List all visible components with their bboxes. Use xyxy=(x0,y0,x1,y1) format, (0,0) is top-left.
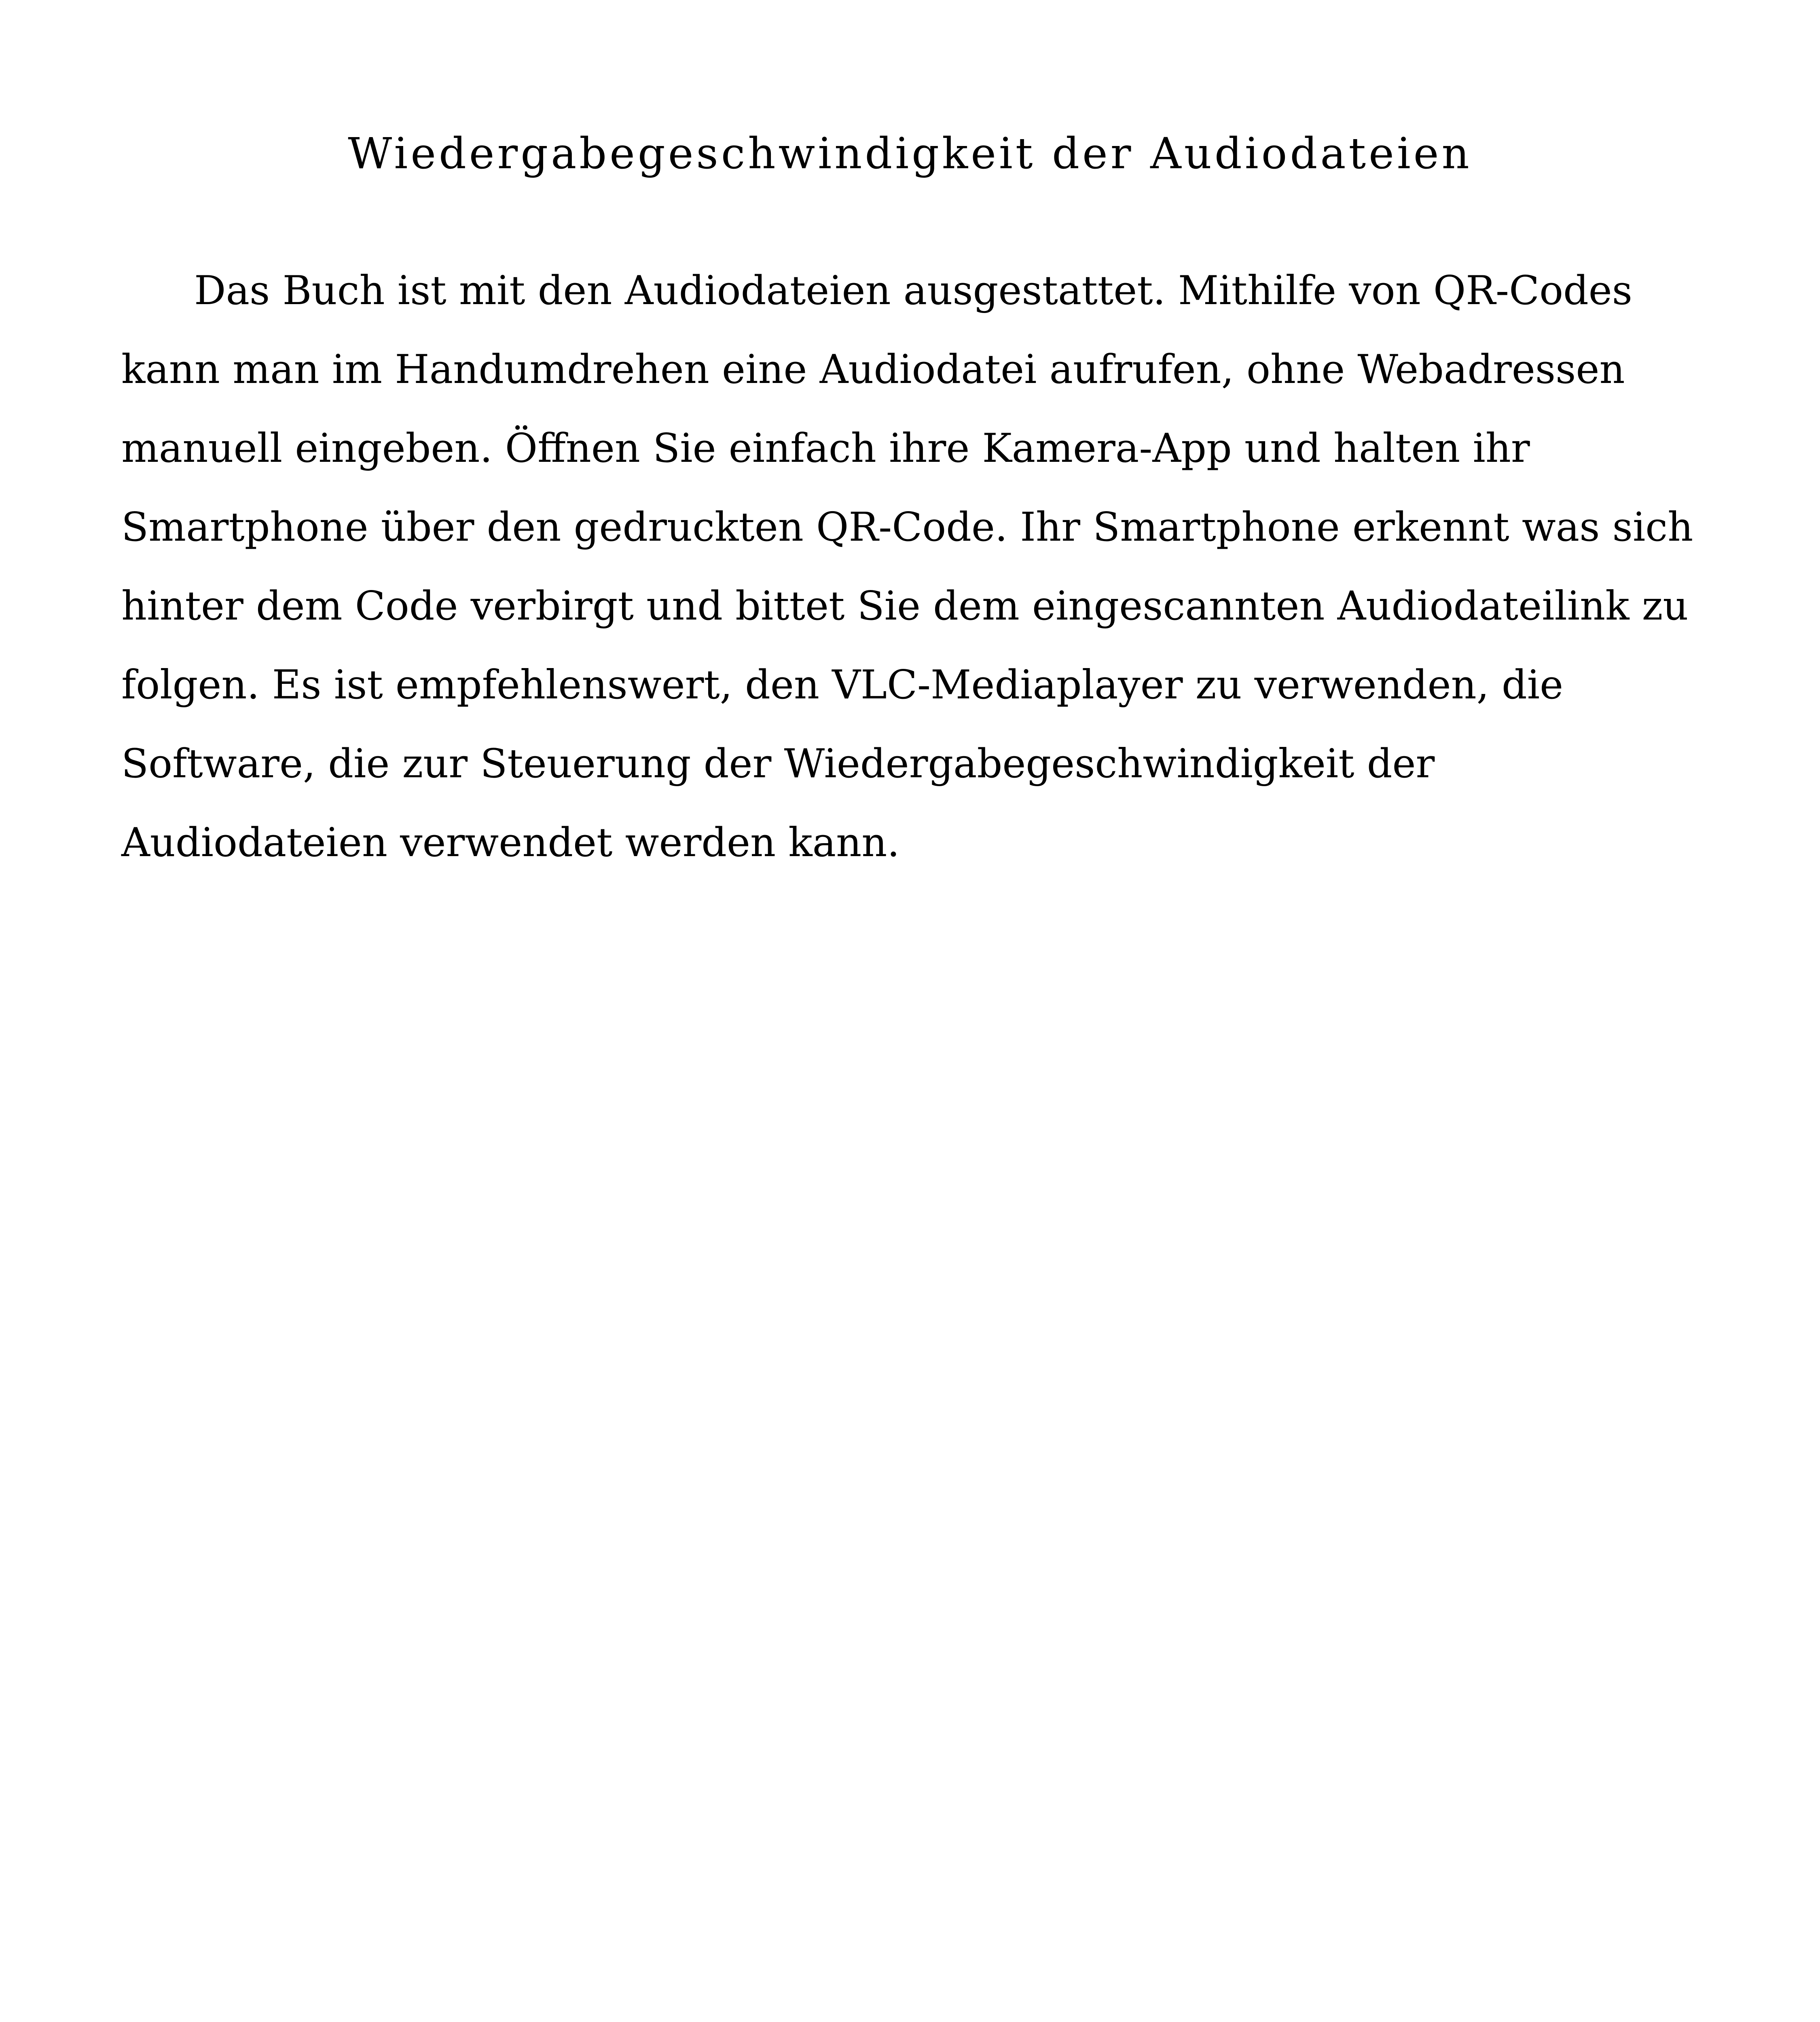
paragraph-line: hinter dem Code verbirgt und bittet Sie dem eingescannten Audiodateilink zu xyxy=(121,583,1689,629)
paragraph-line: Smartphone über den gedruckten QR-Code. Ihr Smartphone erkennt was sich xyxy=(121,504,1693,550)
paragraph-line: kann man im Handumdrehen eine Audiodatei aufrufen, ohne Webadressen xyxy=(121,347,1625,393)
paragraph-line: Audiodateien verwendet werden kann. xyxy=(121,820,900,866)
page-heading: Wiedergabegeschwindigkeit der Audiodateien xyxy=(348,129,1472,178)
paragraph-line: folgen. Es ist empfehlenswert, den VLC-Mediaplayer zu verwenden, die xyxy=(121,662,1564,708)
paragraph-line: Das Buch ist mit den Audiodateien ausgestattet. Mithilfe von QR-Codes xyxy=(194,268,1633,314)
paragraph-line: manuell eingeben. Öffnen Sie einfach ihre Kamera-App und halten ihr xyxy=(121,425,1530,472)
paragraph-line: Software, die zur Steuerung der Wiedergabegeschwindigkeit der xyxy=(121,741,1435,787)
body-paragraph xyxy=(121,252,1731,882)
